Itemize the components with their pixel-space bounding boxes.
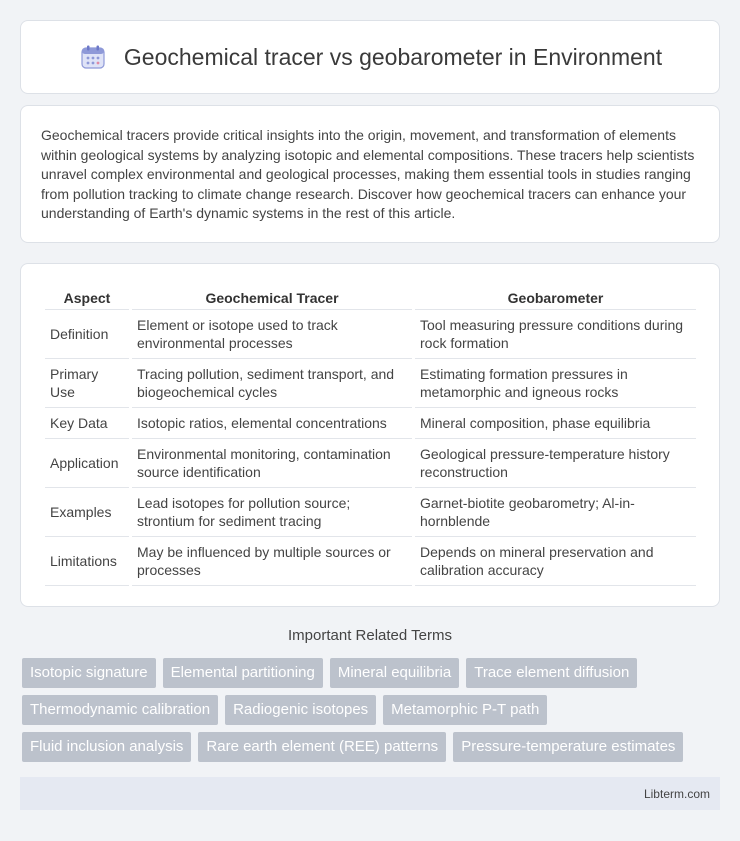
intro-text: Geochemical tracers provide critical insights into the origin, movement, and transformation of elements within geological systems by analyzing isotopic and elemental compositions. These tracers help scientists unravel complex environmental and geological processes, making them essential tools in studies ranging from pollution tracking to climate change research. Discover how geochemical tracers can enhance your understanding of Earth's dynamic systems in the rest of this article. <box>41 127 695 222</box>
row-geobarometer: Garnet-biotite geobarometry; Al-in-hornblende <box>415 488 696 537</box>
table-header-row <box>45 286 696 310</box>
header-geobarometer: Geobarometer <box>415 286 696 310</box>
row-geobarometer: Tool measuring pressure conditions during rock formation <box>415 310 696 359</box>
tag-metamorphic-pt-path[interactable]: Metamorphic P-T path <box>383 695 547 725</box>
table-row <box>45 359 696 408</box>
related-terms-title: Important Related Terms <box>288 627 452 644</box>
row-tracer: Isotopic ratios, elemental concentrations <box>132 408 412 439</box>
calendar-icon <box>78 42 108 72</box>
row-geobarometer: Mineral composition, phase equilibria <box>415 408 696 439</box>
tag-ree-patterns[interactable]: Rare earth element (REE) patterns <box>198 732 446 762</box>
tag-mineral-equilibria[interactable]: Mineral equilibria <box>330 658 459 688</box>
footer <box>20 777 720 810</box>
title-wrap <box>78 42 662 72</box>
table-row <box>45 488 696 537</box>
table-row <box>45 439 696 488</box>
row-tracer: Environmental monitoring, contamination source identification <box>132 439 412 488</box>
tag-elemental-partitioning[interactable]: Elemental partitioning <box>163 658 323 688</box>
table-row <box>45 310 696 359</box>
header-card <box>20 20 720 94</box>
row-tracer: Lead isotopes for pollution source; strontium for sediment tracing <box>132 488 412 537</box>
comparison-table <box>42 286 699 586</box>
tag-isotopic-signature[interactable]: Isotopic signature <box>22 658 156 688</box>
tag-thermodynamic-calibration[interactable]: Thermodynamic calibration <box>22 695 218 725</box>
row-aspect: Examples <box>45 488 129 537</box>
table-row <box>45 537 696 586</box>
row-aspect: Limitations <box>45 537 129 586</box>
row-geobarometer: Estimating formation pressures in metamorphic and igneous rocks <box>415 359 696 408</box>
row-geobarometer: Depends on mineral preservation and calibration accuracy <box>415 537 696 586</box>
tag-radiogenic-isotopes[interactable]: Radiogenic isotopes <box>225 695 376 725</box>
header-aspect: Aspect <box>45 286 129 310</box>
intro-card <box>20 105 720 243</box>
footer-site-link[interactable]: Libterm.com <box>643 786 710 801</box>
header-geochemical-tracer: Geochemical Tracer <box>132 286 412 310</box>
tag-pressure-temperature-estimates[interactable]: Pressure-temperature estimates <box>453 732 683 762</box>
related-terms-tags <box>22 658 722 769</box>
row-geobarometer: Geological pressure-temperature history reconstruction <box>415 439 696 488</box>
row-tracer: Tracing pollution, sediment transport, and biogeochemical cycles <box>132 359 412 408</box>
tag-trace-element-diffusion[interactable]: Trace element diffusion <box>466 658 637 688</box>
table-row <box>45 408 696 439</box>
tag-row <box>22 732 722 762</box>
row-aspect: Key Data <box>45 408 129 439</box>
row-aspect: Application <box>45 439 129 488</box>
tag-row <box>22 658 722 688</box>
row-tracer: May be influenced by multiple sources or processes <box>132 537 412 586</box>
comparison-table-card <box>20 263 720 607</box>
tag-row <box>22 695 722 725</box>
row-aspect: Definition <box>45 310 129 359</box>
tag-fluid-inclusion-analysis[interactable]: Fluid inclusion analysis <box>22 732 191 762</box>
row-tracer: Element or isotope used to track environmental processes <box>132 310 412 359</box>
page-title: Geochemical tracer vs geobarometer in Environment <box>123 43 663 70</box>
row-aspect: Primary Use <box>45 359 129 408</box>
